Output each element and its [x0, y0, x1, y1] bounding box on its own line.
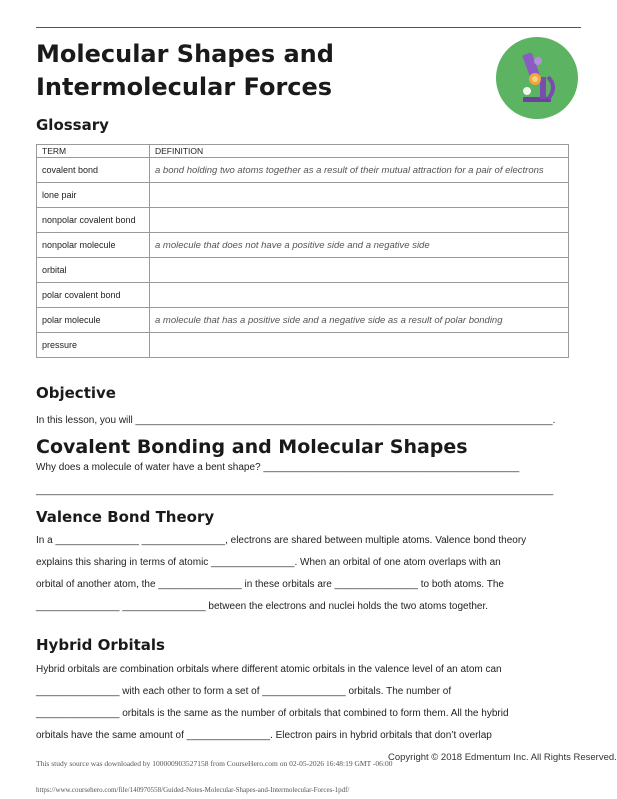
glossary-header-row [37, 145, 569, 158]
table-row [37, 283, 569, 308]
definition-cell[interactable]: a molecule that has a positive side and a negative side as a result of polar bonding [150, 308, 569, 333]
microscope-icon [496, 37, 578, 119]
title-line-2: Intermolecular Forces [36, 73, 333, 101]
table-row [37, 308, 569, 333]
hybrid-line-2[interactable]: _______________ with each other to form a set of _______________ orbitals. The number of [36, 686, 452, 697]
covalent-heading: Covalent Bonding and Molecular Shapes [36, 436, 468, 458]
definition-cell[interactable] [150, 283, 569, 308]
col-definition-header: DEFINITION [150, 145, 569, 158]
valence-line-4[interactable]: _______________ _______________ between the electrons and nuclei holds the two atoms together. [36, 601, 489, 612]
definition-cell[interactable]: a molecule that does not have a positive side and a negative side [150, 233, 569, 258]
hybrid-line-1: Hybrid orbitals are combination orbitals where different atomic orbitals in the valence level of an atom can [36, 664, 502, 675]
table-row [37, 333, 569, 358]
definition-cell[interactable] [150, 333, 569, 358]
definition-cell[interactable] [150, 258, 569, 283]
term-cell: polar covalent bond [37, 283, 150, 308]
valence-line-1[interactable]: In a _______________ _______________, electrons are shared between multiple atoms. Valence bond theory [36, 535, 527, 546]
source-url[interactable]: https://www.coursehero.com/file/140970558/Guided-Notes-Molecular-Shapes-and-Intermolecular-Forces-1pdf/ [36, 786, 350, 794]
glossary-heading: Glossary [36, 116, 109, 134]
objective-heading: Objective [36, 384, 116, 402]
table-row [37, 208, 569, 233]
table-row [37, 233, 569, 258]
copyright-notice: Copyright © 2018 Edmentum Inc. All Rights Reserved. [388, 752, 617, 763]
lesson-badge [496, 37, 578, 119]
valence-line-3[interactable]: orbital of another atom, the _______________ in these orbitals are _______________ to both atoms. The [36, 579, 504, 590]
table-row [37, 258, 569, 283]
glossary-table [36, 144, 569, 358]
definition-cell[interactable] [150, 183, 569, 208]
definition-cell[interactable]: a bond holding two atoms together as a result of their mutual attraction for a pair of electrons [150, 158, 569, 183]
term-cell: orbital [37, 258, 150, 283]
table-row [37, 158, 569, 183]
hybrid-line-3[interactable]: _______________ orbitals is the same as the number of orbitals that combined to form them. All the hybrid [36, 708, 509, 719]
term-cell: lone pair [37, 183, 150, 208]
definition-cell[interactable] [150, 208, 569, 233]
col-term-header: TERM [37, 145, 150, 158]
term-cell: nonpolar molecule [37, 233, 150, 258]
objective-text[interactable]: In this lesson, you will ___________________________________________________________________________. [36, 415, 556, 426]
term-cell: polar molecule [37, 308, 150, 333]
top-rule [36, 27, 581, 28]
title-line-1: Molecular Shapes and [36, 40, 334, 68]
hybrid-line-4[interactable]: orbitals have the same amount of _______________. Electron pairs in hybrid orbitals that don’t overlap [36, 730, 492, 741]
page-title [36, 38, 456, 104]
term-cell: nonpolar covalent bond [37, 208, 150, 233]
covalent-answer-line[interactable]: _____________________________________________________________________________________________ [36, 485, 554, 496]
term-cell: pressure [37, 333, 150, 358]
covalent-question[interactable]: Why does a molecule of water have a bent shape? ______________________________________________ [36, 462, 520, 473]
term-cell: covalent bond [37, 158, 150, 183]
valence-line-2[interactable]: explains this sharing in terms of atomic _______________. When an orbital of one atom overlaps with an [36, 557, 501, 568]
valence-heading: Valence Bond Theory [36, 508, 215, 526]
table-row [37, 183, 569, 208]
hybrid-heading: Hybrid Orbitals [36, 636, 165, 654]
download-source-note: This study source was downloaded by 100000903527158 from CourseHero.com on 02-05-2026 16:48:19 GMT -06:00 [36, 759, 393, 768]
